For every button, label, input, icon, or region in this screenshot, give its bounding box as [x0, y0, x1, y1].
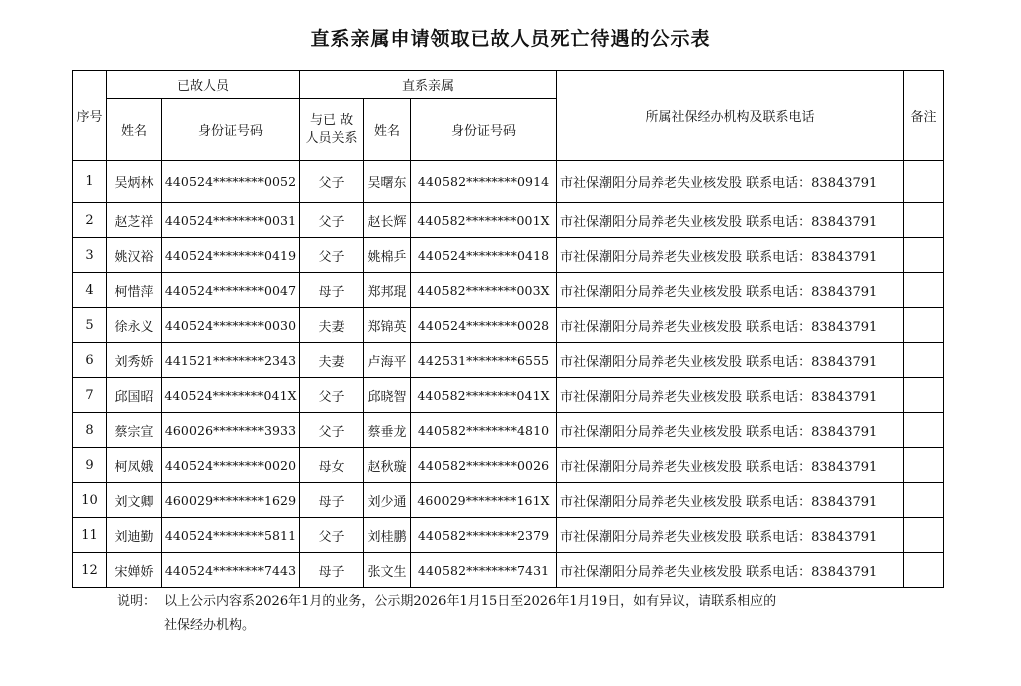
- cell-seq: 10: [73, 483, 107, 518]
- cell-relative-id: 440524********0028: [411, 308, 557, 343]
- cell-deceased-name: 徐永义: [107, 308, 162, 343]
- cell-seq: 7: [73, 378, 107, 413]
- cell-remark: [904, 378, 944, 413]
- cell-relative-name: 卢海平: [364, 343, 411, 378]
- cell-relative-name: 邱晓智: [364, 378, 411, 413]
- cell-remark: [904, 413, 944, 448]
- cell-deceased-name: 柯惜萍: [107, 273, 162, 308]
- cell-remark: [904, 308, 944, 343]
- cell-relative-id: 440582********0026: [411, 448, 557, 483]
- cell-remark: [904, 343, 944, 378]
- header-agency: 所属社保经办机构及联系电话: [557, 71, 904, 161]
- header-deceased-id: 身份证号码: [162, 99, 300, 161]
- cell-agency: 市社保潮阳分局养老失业核发股 联系电话：83843791: [557, 308, 904, 343]
- cell-remark: [904, 161, 944, 203]
- note-label: 说明：: [117, 594, 157, 609]
- cell-remark: [904, 238, 944, 273]
- cell-relative-id: 460029********161X: [411, 483, 557, 518]
- header-deceased-name: 姓名: [107, 99, 162, 161]
- cell-relation: 父子: [300, 203, 364, 238]
- cell-deceased-id: 440524********5811: [162, 518, 300, 553]
- cell-deceased-id: 440524********0030: [162, 308, 300, 343]
- header-relation-line2: 人员关系: [305, 130, 358, 146]
- cell-relative-name: 郑锦英: [364, 308, 411, 343]
- cell-relation: 父子: [300, 518, 364, 553]
- note: [117, 590, 776, 638]
- cell-agency: 市社保潮阳分局养老失业核发股 联系电话：83843791: [557, 161, 904, 203]
- cell-deceased-id: 460029********1629: [162, 483, 300, 518]
- cell-remark: [904, 553, 944, 588]
- note-line2: 社保经办机构。: [164, 618, 256, 633]
- cell-relation: 父子: [300, 238, 364, 273]
- cell-relation: 母女: [300, 448, 364, 483]
- cell-deceased-name: 刘迪勤: [107, 518, 162, 553]
- cell-seq: 5: [73, 308, 107, 343]
- cell-deceased-id: 440524********0047: [162, 273, 300, 308]
- cell-seq: 4: [73, 273, 107, 308]
- cell-seq: 11: [73, 518, 107, 553]
- cell-agency: 市社保潮阳分局养老失业核发股 联系电话：83843791: [557, 483, 904, 518]
- header-relative-group: 直系亲属: [300, 71, 557, 99]
- cell-relation: 母子: [300, 553, 364, 588]
- cell-deceased-name: 刘秀娇: [107, 343, 162, 378]
- cell-deceased-id: 460026********3933: [162, 413, 300, 448]
- cell-deceased-id: 440524********0419: [162, 238, 300, 273]
- header-seq: 序号: [73, 71, 107, 161]
- cell-deceased-name: 赵芝祥: [107, 203, 162, 238]
- cell-relative-name: 蔡垂龙: [364, 413, 411, 448]
- cell-agency: 市社保潮阳分局养老失业核发股 联系电话：83843791: [557, 378, 904, 413]
- note-line1: 以上公示内容系2026年1月的业务，公示期2026年1月15日至2026年1月19日，如有异议，请联系相应的: [164, 594, 777, 609]
- table-row: [73, 273, 944, 308]
- header-relative-id: 身份证号码: [411, 99, 557, 161]
- table-row: [73, 553, 944, 588]
- cell-seq: 6: [73, 343, 107, 378]
- cell-agency: 市社保潮阳分局养老失业核发股 联系电话：83843791: [557, 238, 904, 273]
- cell-relation: 父子: [300, 378, 364, 413]
- cell-relative-name: 姚棉乒: [364, 238, 411, 273]
- cell-seq: 8: [73, 413, 107, 448]
- table-row: [73, 343, 944, 378]
- header-remark: 备注: [904, 71, 944, 161]
- cell-relative-name: 吴曙东: [364, 161, 411, 203]
- cell-agency: 市社保潮阳分局养老失业核发股 联系电话：83843791: [557, 343, 904, 378]
- cell-remark: [904, 448, 944, 483]
- cell-relation: 夫妻: [300, 308, 364, 343]
- cell-relative-name: 赵秋璇: [364, 448, 411, 483]
- cell-seq: 9: [73, 448, 107, 483]
- cell-agency: 市社保潮阳分局养老失业核发股 联系电话：83843791: [557, 553, 904, 588]
- cell-deceased-name: 姚汉裕: [107, 238, 162, 273]
- cell-deceased-id: 440524********041X: [162, 378, 300, 413]
- cell-deceased-id: 440524********7443: [162, 553, 300, 588]
- page-title: 直系亲属申请领取已故人员死亡待遇的公示表: [310, 28, 711, 50]
- cell-remark: [904, 483, 944, 518]
- cell-agency: 市社保潮阳分局养老失业核发股 联系电话：83843791: [557, 518, 904, 553]
- cell-deceased-name: 宋婵娇: [107, 553, 162, 588]
- cell-deceased-id: 440524********0031: [162, 203, 300, 238]
- cell-relative-id: 440582********001X: [411, 203, 557, 238]
- cell-relative-id: 440582********041X: [411, 378, 557, 413]
- cell-relation: 母子: [300, 483, 364, 518]
- cell-agency: 市社保潮阳分局养老失业核发股 联系电话：83843791: [557, 413, 904, 448]
- cell-relation: 父子: [300, 161, 364, 203]
- cell-deceased-id: 440524********0020: [162, 448, 300, 483]
- cell-relative-id: 440582********0914: [411, 161, 557, 203]
- cell-relative-id: 440582********4810: [411, 413, 557, 448]
- announcement-table: [72, 70, 944, 588]
- cell-relative-id: 440524********0418: [411, 238, 557, 273]
- table-row: [73, 238, 944, 273]
- cell-deceased-name: 刘文卿: [107, 483, 162, 518]
- table-body: [73, 161, 944, 588]
- table-row: [73, 448, 944, 483]
- cell-relation: 母子: [300, 273, 364, 308]
- cell-remark: [904, 518, 944, 553]
- cell-relation: 夫妻: [300, 343, 364, 378]
- cell-deceased-name: 邱国昭: [107, 378, 162, 413]
- table-row: [73, 203, 944, 238]
- cell-relative-name: 郑邦琨: [364, 273, 411, 308]
- cell-relative-id: 440582********7431: [411, 553, 557, 588]
- cell-relation: 父子: [300, 413, 364, 448]
- table-row: [73, 161, 944, 203]
- cell-seq: 3: [73, 238, 107, 273]
- cell-deceased-id: 440524********0052: [162, 161, 300, 203]
- table-row: [73, 378, 944, 413]
- header-relation: [300, 99, 364, 161]
- table-header: [73, 71, 944, 161]
- cell-relative-id: 442531********6555: [411, 343, 557, 378]
- table-row: [73, 308, 944, 343]
- cell-seq: 2: [73, 203, 107, 238]
- cell-deceased-name: 蔡宗宣: [107, 413, 162, 448]
- cell-relative-name: 刘少通: [364, 483, 411, 518]
- cell-relative-name: 张文生: [364, 553, 411, 588]
- cell-agency: 市社保潮阳分局养老失业核发股 联系电话：83843791: [557, 203, 904, 238]
- cell-remark: [904, 203, 944, 238]
- cell-agency: 市社保潮阳分局养老失业核发股 联系电话：83843791: [557, 448, 904, 483]
- table-row: [73, 413, 944, 448]
- table-row: [73, 483, 944, 518]
- header-relative-name: 姓名: [364, 99, 411, 161]
- cell-seq: 1: [73, 161, 107, 203]
- header-relation-line1: 与已 故: [309, 112, 354, 128]
- cell-deceased-name: 吴炳林: [107, 161, 162, 203]
- cell-seq: 12: [73, 553, 107, 588]
- table-row: [73, 518, 944, 553]
- cell-relative-name: 刘桂鹏: [364, 518, 411, 553]
- cell-deceased-id: 441521********2343: [162, 343, 300, 378]
- cell-relative-id: 440582********003X: [411, 273, 557, 308]
- cell-relative-id: 440582********2379: [411, 518, 557, 553]
- header-deceased-group: 已故人员: [107, 71, 300, 99]
- cell-relative-name: 赵长辉: [364, 203, 411, 238]
- cell-remark: [904, 273, 944, 308]
- cell-deceased-name: 柯凤娥: [107, 448, 162, 483]
- cell-agency: 市社保潮阳分局养老失业核发股 联系电话：83843791: [557, 273, 904, 308]
